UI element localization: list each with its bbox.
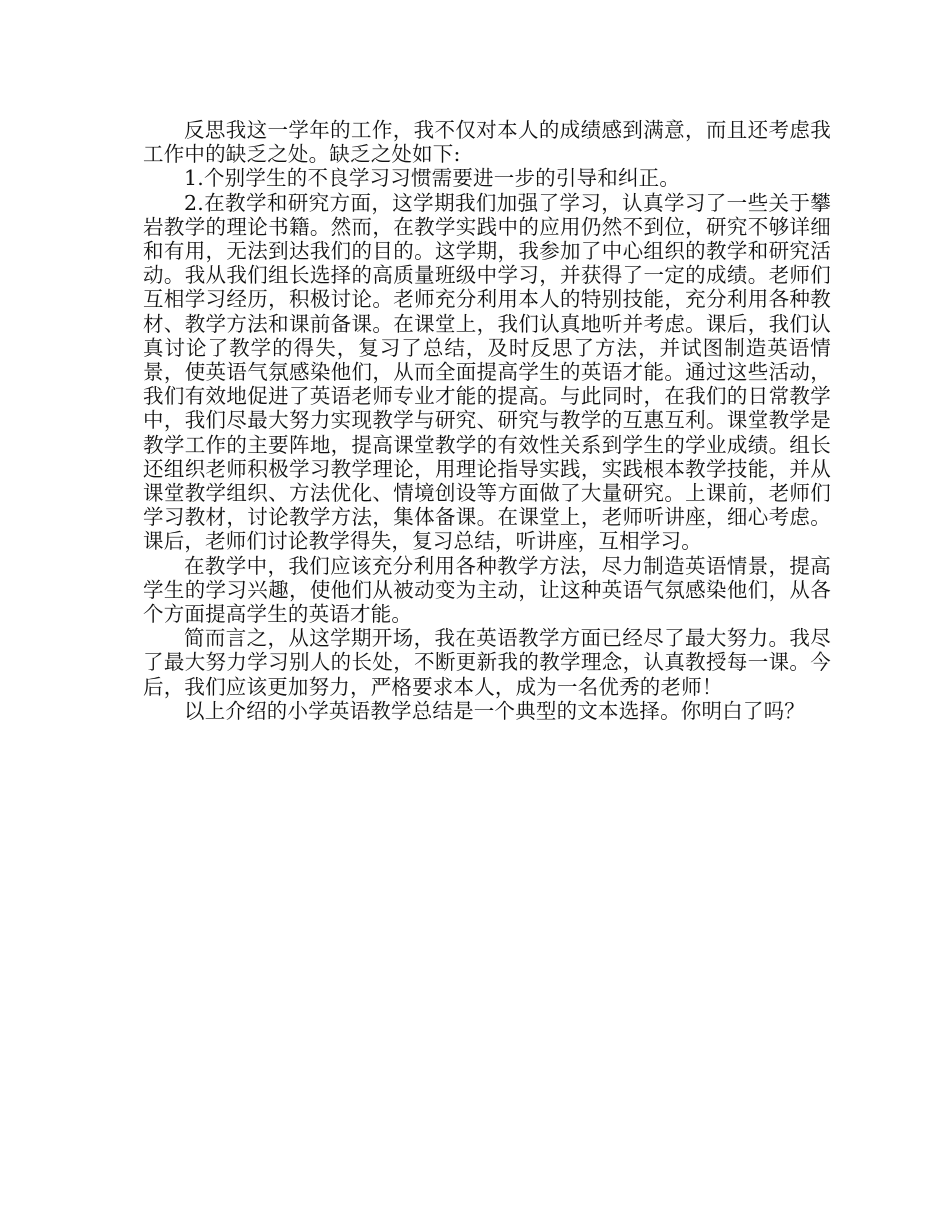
paragraph-teaching-methods: 在教学中，我们应该充分利用各种教学方法，尽力制造英语情景，提高学生的学习兴趣，使他们从被动变为主动，让这种英语气氛感染他们，从各个方面提高学生的英语才能。 [143, 553, 831, 627]
paragraph-summary: 简而言之，从这学期开场，我在英语教学方面已经尽了最大努力。我尽了最大努力学习别人的长处，不断更新我的教学理念，认真教授每一课。今后，我们应该更加努力，严格要求本人，成为一名优秀的老师！ [143, 626, 831, 699]
paragraph-point-2: 2.在教学和研究方面，这学期我们加强了学习，认真学习了一些关于攀岩教学的理论书籍。然而，在教学实践中的应用仍然不到位，研究不够详细和有用，无法到达我们的目的。这学期，我参加了中心组织的教学和研究活动。我从我们组长选择的高质量班级中学习，并获得了一定的成绩。老师们互相学习经历，积极讨论。老师充分利用本人的特别技能，充分利用各种教材、教学方法和课前备课。在课堂上，我们认真地听并考虑。课后，我们认真讨论了教学的得失，复习了总结，及时反思了方法，并试图制造英语情景，使英语气氛感染他们，从而全面提高学生的英语才能。通过这些活动，我们有效地促进了英语老师专业才能的提高。与此同时，在我们的日常教学中，我们尽最大努力实现教学与研究、研究与教学的互惠互利。课堂教学是教学工作的主要阵地，提高课堂教学的有效性关系到学生的学业成绩。组长还组织老师积极学习教学理论，用理论指导实践，实践根本教学技能，并从课堂教学组织、方法优化、情境创设等方面做了大量研究。上课前，老师们学习教材，讨论教学方法，集体备课。在课堂上，老师听讲座，细心考虑。课后，老师们讨论教学得失，复习总结，听讲座，互相学习。 [143, 190, 831, 554]
paragraph-point-1: 1.个别学生的不良学习习惯需要进一步的引导和纠正。 [184, 166, 681, 191]
document-body [143, 118, 831, 723]
paragraph-reflection-intro: 反思我这一学年的工作，我不仅对本人的成绩感到满意，而且还考虑我工作中的缺乏之处。缺乏之处如下: [143, 118, 831, 167]
paragraph-closing: 以上介绍的小学英语教学总结是一个典型的文本选择。你明白了吗？ [184, 698, 805, 723]
